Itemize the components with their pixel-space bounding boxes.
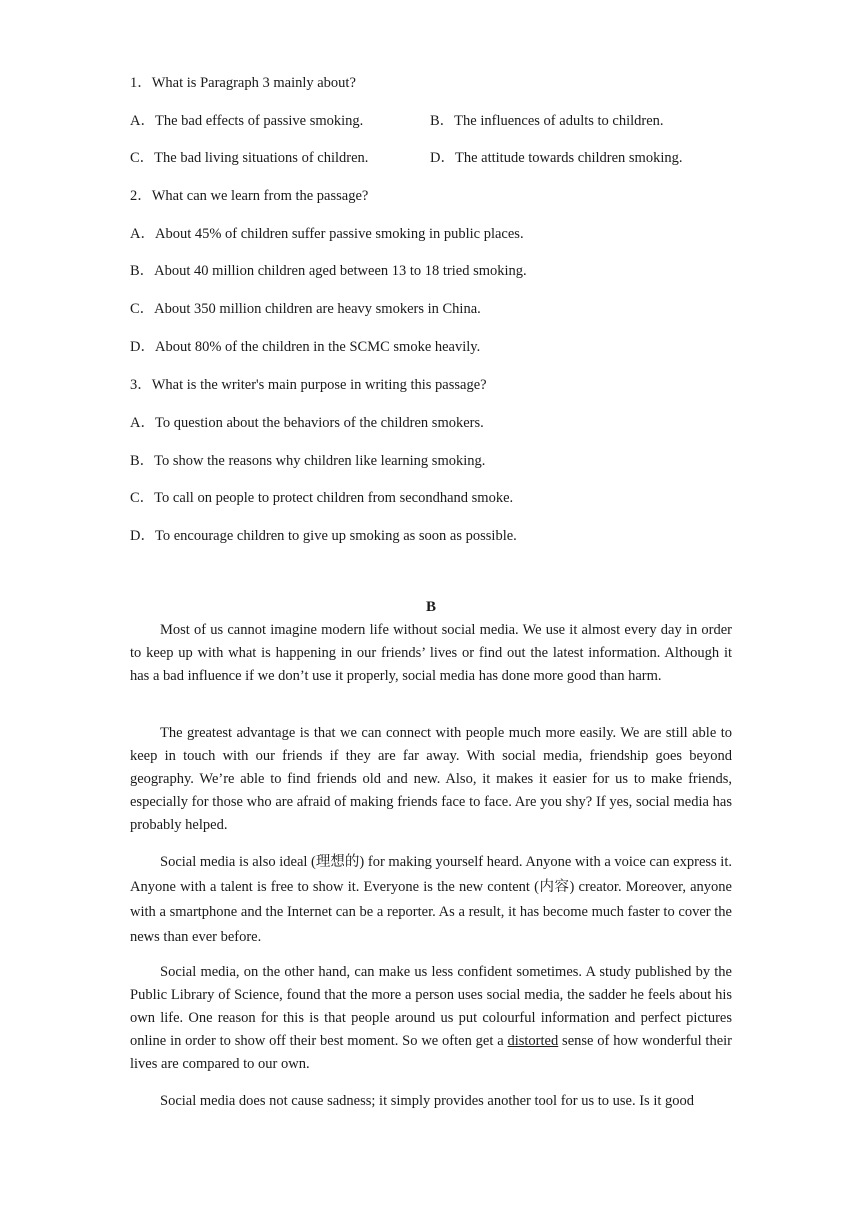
paragraph-4-text — [130, 961, 732, 1076]
passage-b-paragraph-1 — [130, 619, 732, 688]
passage-b-paragraph-2 — [130, 722, 732, 837]
question-2-option-d: D．About 80% of the children in the SCMC smoke heavily. — [130, 339, 481, 355]
paragraph-2-text: The greatest advantage is that we can connect with people much more easily. We are still able to keep in touch with our friends if they are far away. With social media, friendship goes beyond geography. We’re able to find friends old and new. Also, it makes it easier for us to make friends, especially for those who are afraid of making friends face to face. Are you shy? If yes, social media has probably helped. — [130, 725, 732, 833]
paragraph-3-text: Social media is also ideal (理想的) for making yourself heard. Anyone with a voice can express it. Anyone with a talent is free to show it. Everyone is the new content (内容) creator. Moreover, anyone with a smartphone and the Internet can be a reporter. As a result, it has become much faster to cover the news than ever before. — [130, 854, 732, 945]
question-3-option-a: A．To question about the behaviors of the children smokers. — [130, 415, 484, 431]
question-1-option-b: B．The influences of adults to children. — [430, 113, 664, 129]
question-2-stem: 2．What can we learn from the passage? — [130, 188, 369, 204]
question-1-option-d: D．The attitude towards children smoking. — [430, 150, 683, 166]
underlined-word-distorted: distorted — [507, 1033, 559, 1049]
paragraph-4-text-before: Social media, on the other hand, can make us less confident sometimes. A study published by the Public Library of Science, found that the more a person uses social media, the sadder he feels about his own life. One reason for this is that people around us put colourful information and perfect pictures online in order to show off their best moment. So we often get a — [130, 964, 732, 1049]
paragraph-5-text: Social media does not cause sadness; it simply provides another tool for us to use. Is it good — [160, 1093, 695, 1109]
question-1-option-c: C．The bad living situations of children. — [130, 150, 369, 166]
paragraph-1-text: Most of us cannot imagine modern life without social media. We use it almost every day in order to keep up with what is happening in our friends’ lives or find out the latest information. Although it has a bad influence if we don’t use it properly, social media has done more good than harm. — [130, 622, 732, 684]
passage-b-paragraph-3 — [130, 850, 732, 950]
question-1-option-a: A．The bad effects of passive smoking. — [130, 113, 364, 129]
paragraph-4-text-after: sense of how wonderful their lives are compared to our own. — [130, 1033, 732, 1072]
question-3-option-d: D．To encourage children to give up smoking as soon as possible. — [130, 528, 517, 544]
question-2-option-c: C．About 350 million children are heavy smokers in China. — [130, 301, 481, 317]
question-2-option-a: A．About 45% of children suffer passive smoking in public places. — [130, 226, 524, 242]
question-3-option-c: C．To call on people to protect children from secondhand smoke. — [130, 490, 514, 506]
question-3-stem: 3．What is the writer's main purpose in writing this passage? — [130, 377, 487, 393]
passage-b-heading: B — [425, 599, 436, 615]
question-2-option-b: B．About 40 million children aged between 13 to 18 tried smoking. — [130, 263, 527, 279]
passage-b-paragraph-5 — [130, 1090, 732, 1113]
question-1-stem: 1．What is Paragraph 3 mainly about? — [130, 75, 356, 91]
passage-b-paragraph-4 — [130, 961, 732, 1076]
question-3-option-b: B．To show the reasons why children like learning smoking. — [130, 453, 486, 469]
